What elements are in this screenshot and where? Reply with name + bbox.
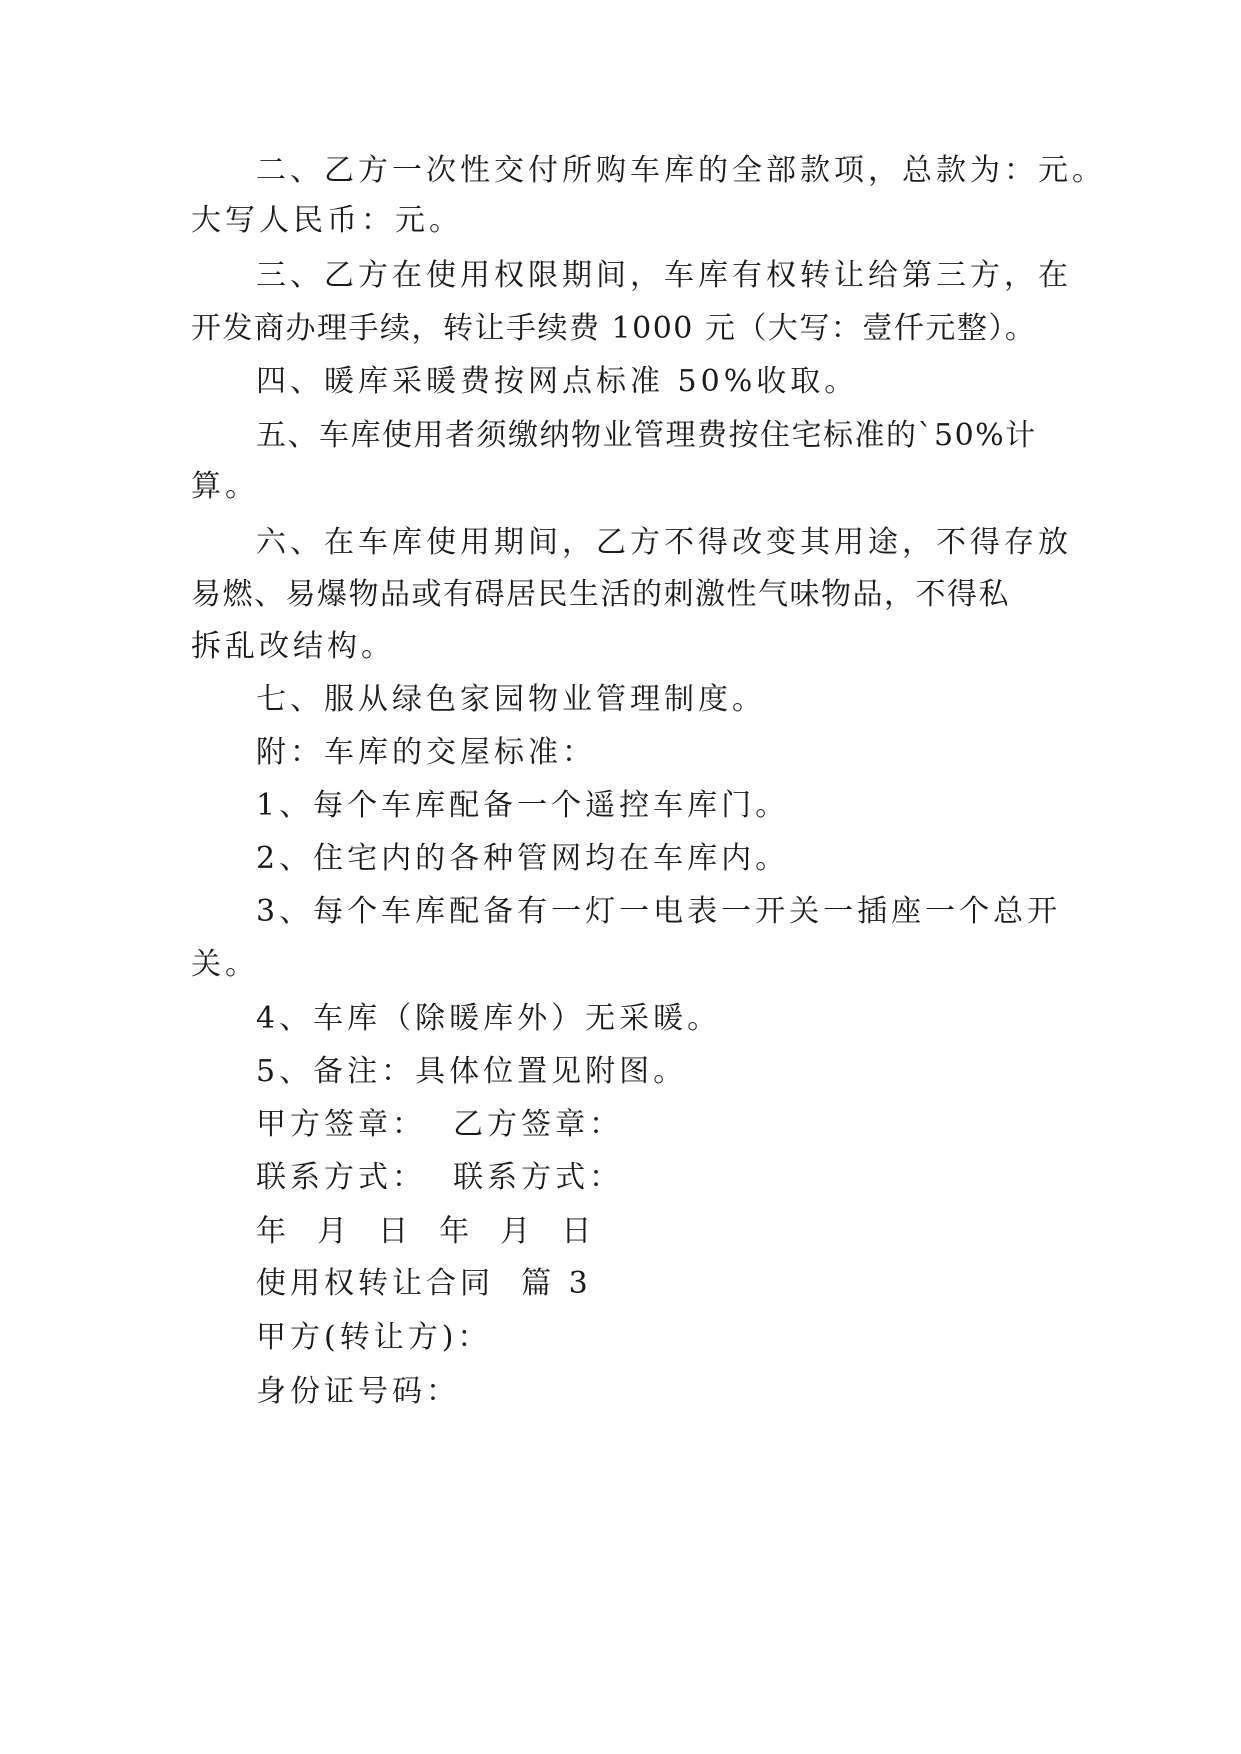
id-number-label: 身份证号码： (256, 1374, 460, 1409)
clause-3-line-2: 开发商办理手续，转让手续费 1000 元（大写：壹仟元整）。 (191, 311, 1037, 346)
clause-6-line-2: 易燃、易爆物品或有碍居民生活的刺激性气味物品，不得私 (191, 577, 1010, 612)
clause-6-line-3: 拆乱改结构。 (191, 629, 395, 664)
appendix-item-5: 5、备注：具体位置见附图。 (256, 1054, 688, 1089)
clause-4: 四、暖库采暖费按网点标准 50%收取。 (256, 364, 859, 399)
appendix-heading: 附：车库的交屋标准： (256, 735, 596, 770)
clause-5-line-2: 算。 (191, 469, 259, 504)
section-title: 使用权转让合同 篇 3 (256, 1266, 592, 1301)
clause-7: 七、服从绿色家园物业管理制度。 (256, 682, 766, 717)
clause-6-line-1: 六、在车库使用期间，乙方不得改变其用途，不得存放 (256, 525, 1072, 560)
contact-line: 联系方式： 联系方式： (256, 1160, 624, 1195)
clause-3-line-1: 三、乙方在使用权限期间，车库有权转让给第三方，在 (256, 258, 1072, 293)
appendix-item-3-line-1: 3、每个车库配备有一灯一电表一开关一插座一个总开 (256, 894, 1062, 929)
party-a-label: 甲方(转让方)： (256, 1320, 492, 1355)
appendix-item-1: 1、每个车库配备一个遥控车库门。 (256, 788, 790, 823)
appendix-item-4: 4、车库（除暖库外）无采暖。 (256, 1001, 722, 1036)
clause-2-line-2: 大写人民币：元。 (191, 203, 463, 238)
appendix-item-2: 2、住宅内的各种管网均在车库内。 (256, 841, 790, 876)
signature-line: 甲方签章： 乙方签章： (256, 1107, 624, 1142)
appendix-item-3-line-2: 关。 (191, 947, 259, 982)
date-line: 年 月 日 年 月 日 (256, 1214, 596, 1249)
clause-5-line-1: 五、车库使用者须缴纳物业管理费按住宅标准的`50%计 (256, 418, 1037, 453)
clause-2-line-1: 二、乙方一次性交付所购车库的全部款项，总款为：元。 (256, 153, 1106, 188)
